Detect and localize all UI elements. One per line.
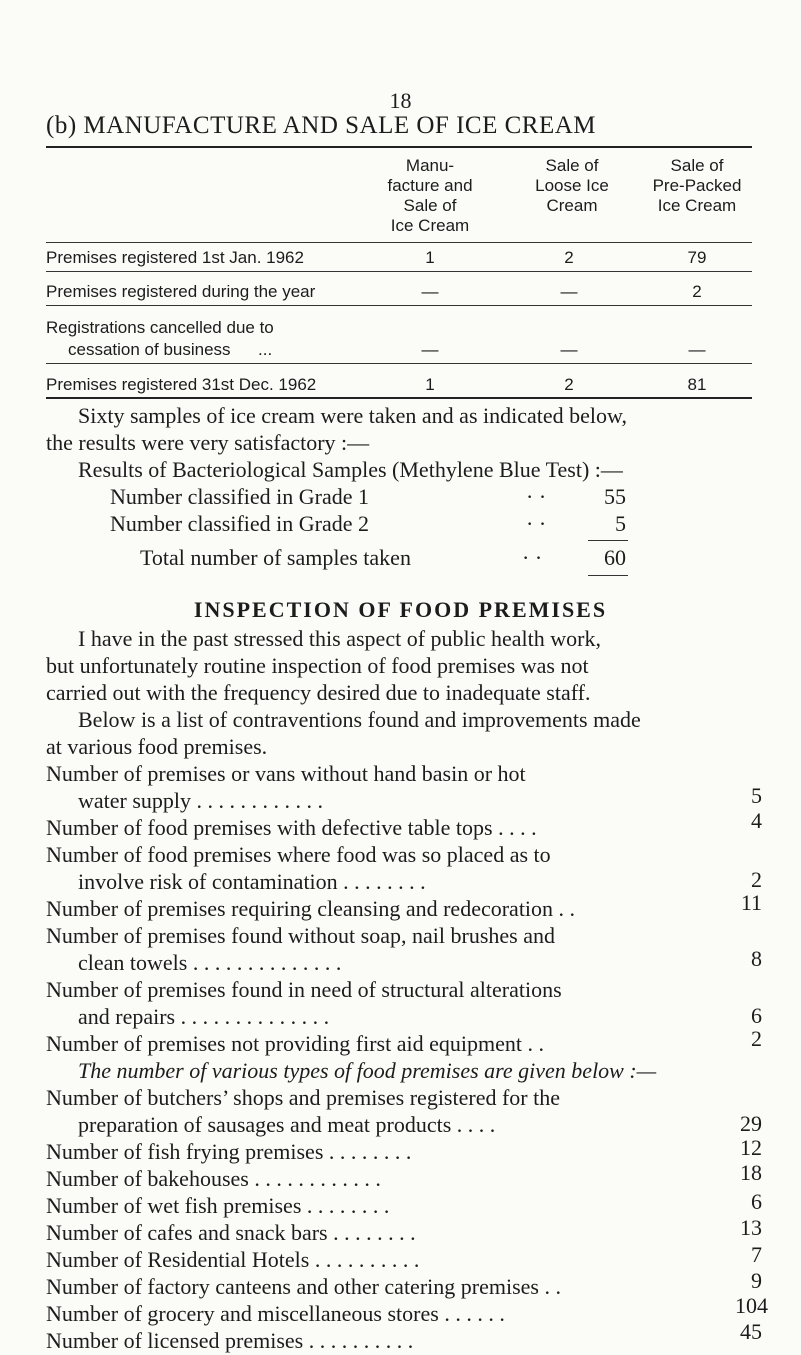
table-cell: 2 bbox=[564, 375, 574, 394]
table-row-dots: ... bbox=[258, 340, 273, 359]
total-value: 60 bbox=[604, 545, 626, 570]
table-cell: 2 bbox=[564, 248, 574, 267]
list-item-value: 8 bbox=[751, 946, 762, 971]
table-row-label: Premises registered 31st Dec. 1962 bbox=[46, 375, 317, 394]
total-underline bbox=[588, 575, 628, 576]
table-cell: — bbox=[560, 340, 578, 359]
table-cell: — bbox=[421, 340, 439, 359]
table-bottom-rule bbox=[46, 397, 752, 399]
para1-line2: but unfortunately routine inspection of food premises was not bbox=[46, 653, 589, 678]
total-rule bbox=[588, 540, 628, 541]
header-rule bbox=[46, 242, 752, 243]
list-item: Number of premises found without soap, nail brushes and bbox=[46, 923, 555, 948]
para1-line1: I have in the past stressed this aspect of public health work, bbox=[78, 626, 601, 651]
list-item: Number of food premises with defective table tops . . . . bbox=[46, 815, 537, 840]
types-heading: The number of various types of food premises are given below :— bbox=[78, 1058, 657, 1083]
list-item-cont: water supply . . . . . . . . . . . . bbox=[78, 788, 324, 813]
row-rule bbox=[46, 363, 752, 364]
type-item: Number of licensed premises . . . . . . . . . . bbox=[46, 1328, 414, 1353]
table-cell: 2 bbox=[692, 282, 702, 301]
inspection-heading: INSPECTION OF FOOD PREMISES bbox=[193, 597, 608, 622]
table-cell: 1 bbox=[425, 375, 435, 394]
samples-intro-line2: the results were very satisfactory :— bbox=[46, 430, 370, 455]
table-row-label: Premises registered 1st Jan. 1962 bbox=[46, 248, 304, 267]
grade1-label: Number classified in Grade 1 bbox=[110, 484, 370, 509]
type-item-value: 104 bbox=[735, 1293, 768, 1318]
table-cell: — bbox=[688, 340, 706, 359]
type-item: Number of fish frying premises . . . . . . . . bbox=[46, 1139, 412, 1164]
type-item-value: 9 bbox=[751, 1268, 762, 1293]
total-dots: · · bbox=[522, 545, 543, 570]
section-title: (b) MANUFACTURE AND SALE OF ICE CREAM bbox=[46, 112, 597, 139]
type-item-value: 12 bbox=[740, 1135, 762, 1160]
table-cell: — bbox=[560, 282, 578, 301]
col-header-manufacture: Manu- facture and Sale of Ice Cream bbox=[387, 156, 473, 235]
list-item: Number of premises found in need of structural alterations bbox=[46, 977, 562, 1002]
type-item-cont: preparation of sausages and meat products . . . . bbox=[78, 1112, 496, 1137]
table-cell: 81 bbox=[687, 375, 707, 394]
results-heading: Results of Bacteriological Samples (Methylene Blue Test) :— bbox=[78, 457, 623, 482]
type-item-value: 18 bbox=[740, 1160, 762, 1185]
title-rule bbox=[46, 146, 752, 148]
list-item-value: 5 bbox=[751, 783, 762, 808]
grade1-value: 55 bbox=[604, 484, 626, 509]
list-item: Number of premises not providing first aid equipment . . bbox=[46, 1031, 544, 1056]
type-item: Number of butchers’ shops and premises registered for the bbox=[46, 1085, 560, 1110]
page-number: 18 bbox=[389, 88, 412, 113]
list-item-value: 6 bbox=[751, 1003, 762, 1028]
type-item: Number of wet fish premises . . . . . . . . bbox=[46, 1193, 390, 1218]
type-item-value: 7 bbox=[751, 1242, 762, 1267]
para1-line3: carried out with the frequency desired due to inadequate staff. bbox=[46, 680, 591, 705]
type-item: Number of grocery and miscellaneous stores . . . . . . bbox=[46, 1301, 505, 1326]
list-item-cont: involve risk of contamination . . . . . . . . bbox=[78, 869, 426, 894]
list-item-value: 2 bbox=[751, 1026, 762, 1051]
type-item-value: 29 bbox=[740, 1111, 762, 1136]
list-item-value: 2 bbox=[751, 867, 762, 892]
grade2-label: Number classified in Grade 2 bbox=[110, 511, 370, 536]
grade2-dots: · · bbox=[526, 511, 547, 536]
list-item-cont: and repairs . . . . . . . . . . . . . . bbox=[78, 1004, 330, 1029]
col-header-prepacked: Sale of Pre-Packed Ice Cream bbox=[652, 156, 742, 215]
type-item: Number of factory canteens and other catering premises . . bbox=[46, 1274, 561, 1299]
samples-intro-line1: Sixty samples of ice cream were taken and as indicated below, bbox=[78, 403, 627, 428]
table-cell: — bbox=[421, 282, 439, 301]
table-row-label-cont: cessation of business bbox=[68, 340, 231, 359]
list-item-value: 4 bbox=[751, 808, 762, 833]
type-item: Number of cafes and snack bars . . . . . . . . bbox=[46, 1220, 416, 1245]
col-header-loose: Sale of Loose Ice Cream bbox=[535, 156, 609, 215]
para2-line2: at various food premises. bbox=[46, 734, 268, 759]
type-item-value: 13 bbox=[740, 1215, 762, 1240]
table-row-label: Registrations cancelled due to bbox=[46, 318, 274, 337]
type-item-value: 6 bbox=[751, 1189, 762, 1214]
list-item-cont: clean towels . . . . . . . . . . . . . . bbox=[78, 950, 342, 975]
type-item: Number of bakehouses . . . . . . . . . . . . bbox=[46, 1166, 381, 1191]
list-item: Number of premises requiring cleansing and redecoration . . bbox=[46, 896, 576, 921]
list-item: Number of premises or vans without hand basin or hot bbox=[46, 761, 526, 786]
grade1-dots: · · bbox=[526, 484, 547, 509]
table-cell: 79 bbox=[687, 248, 707, 267]
type-item: Number of Residential Hotels . . . . . . . . . . bbox=[46, 1247, 420, 1272]
row-rule bbox=[46, 305, 752, 306]
list-item-value: 11 bbox=[740, 890, 762, 915]
type-item-value: 45 bbox=[740, 1319, 762, 1344]
grade2-value: 5 bbox=[615, 511, 626, 536]
table-row-label: Premises registered during the year bbox=[46, 282, 316, 301]
table-cell: 1 bbox=[425, 248, 435, 267]
para2-line1: Below is a list of contraventions found and improvements made bbox=[78, 707, 641, 732]
total-label: Total number of samples taken bbox=[140, 545, 411, 570]
list-item: Number of food premises where food was so placed as to bbox=[46, 842, 551, 867]
row-rule bbox=[46, 271, 752, 272]
